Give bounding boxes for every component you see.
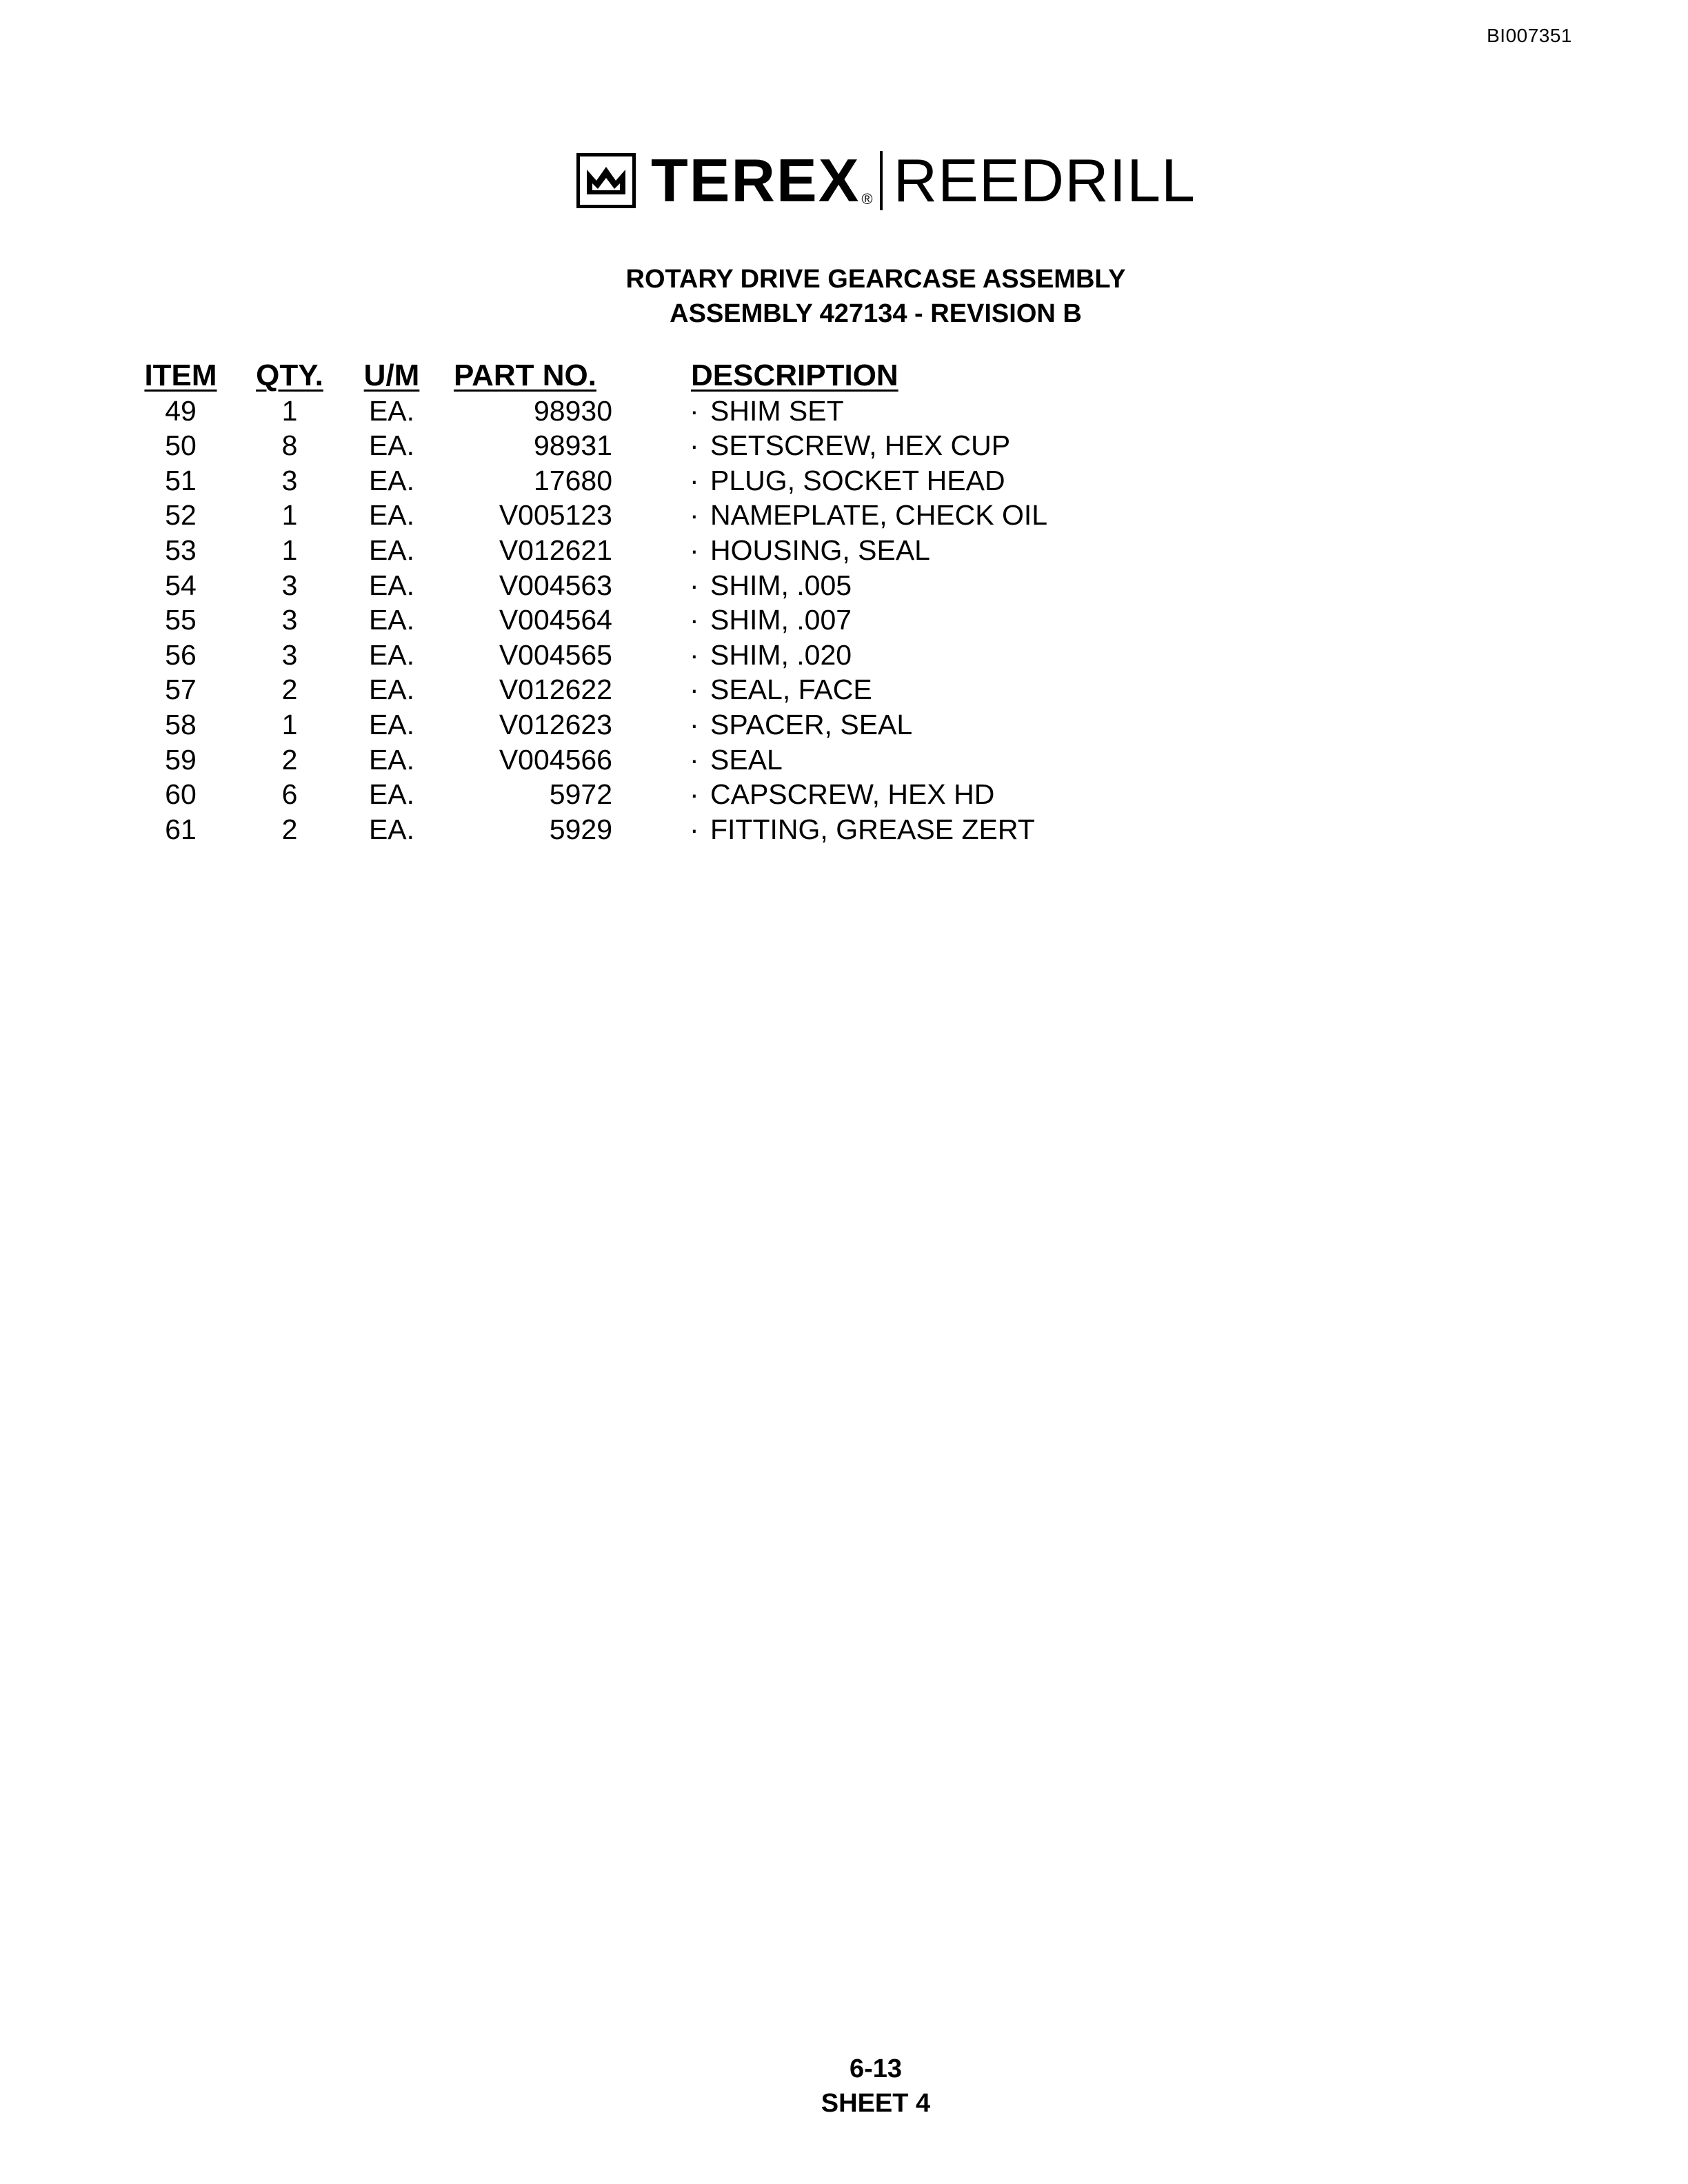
indent-dot-icon: · [690, 569, 699, 601]
description-cell [690, 812, 1035, 847]
qty-cell: 1 [281, 708, 298, 740]
part-no-cell: V004565 [499, 638, 612, 671]
qty-cell: 3 [281, 638, 298, 671]
document-subtitle: ASSEMBLY 427134 - REVISION B [670, 299, 1082, 328]
qty-cell: 3 [281, 604, 298, 636]
description-cell [690, 498, 1047, 532]
indent-dot-icon: · [690, 604, 699, 636]
item-cell: 54 [165, 569, 197, 601]
description-cell [690, 777, 994, 811]
company-logo [576, 146, 1196, 215]
item-cell: 56 [165, 638, 197, 671]
qty-cell: 3 [281, 464, 298, 496]
item-cell: 59 [165, 743, 197, 776]
item-cell: 57 [165, 674, 197, 706]
description-text: SHIM, .005 [710, 569, 852, 601]
um-cell: EA. [368, 464, 415, 496]
item-cell: 52 [165, 499, 197, 532]
um-cell: EA. [368, 569, 415, 601]
indent-dot-icon: · [690, 708, 699, 740]
terex-crown-icon [576, 153, 636, 208]
item-cell: 53 [165, 534, 197, 566]
item-cell: 58 [165, 708, 197, 740]
um-cell: EA. [368, 708, 415, 740]
qty-cell: 3 [281, 569, 298, 601]
part-no-cell: V005123 [499, 499, 612, 532]
um-cell: EA. [368, 813, 415, 845]
indent-dot-icon: · [690, 394, 699, 427]
description-cell [690, 742, 783, 777]
description-cell [690, 568, 852, 603]
indent-dot-icon: · [690, 429, 699, 462]
part-no-cell: 5972 [549, 778, 612, 811]
um-cell: EA. [368, 604, 415, 636]
logo-registered-mark: ® [861, 190, 873, 208]
item-cell: 55 [165, 604, 197, 636]
indent-dot-icon: · [690, 638, 699, 671]
description-cell [690, 463, 1005, 498]
description-text: SEAL, FACE [710, 674, 872, 706]
description-cell [690, 707, 912, 742]
description-text: SHIM, .020 [710, 638, 852, 671]
part-no-cell: V004564 [499, 604, 612, 636]
description-cell [690, 428, 1010, 463]
header-description: DESCRIPTION [691, 358, 898, 392]
item-cell: 60 [165, 778, 197, 811]
document-id: BI007351 [1487, 25, 1572, 46]
qty-cell: 1 [281, 534, 298, 566]
part-no-cell: V012623 [499, 708, 612, 740]
um-cell: EA. [368, 429, 415, 462]
description-text: SHIM SET [710, 394, 844, 427]
indent-dot-icon: · [690, 813, 699, 845]
logo-product: REEDRILL [893, 146, 1196, 214]
description-cell [690, 533, 930, 567]
part-no-cell: V012622 [499, 674, 612, 706]
page-number: 6-13 [849, 2054, 903, 2083]
um-cell: EA. [368, 534, 415, 566]
header-item: ITEM [144, 358, 217, 392]
um-cell: EA. [368, 499, 415, 532]
um-cell: EA. [368, 674, 415, 706]
indent-dot-icon: · [690, 499, 699, 532]
qty-cell: 2 [281, 743, 298, 776]
qty-cell: 1 [281, 499, 298, 532]
description-text: SETSCREW, HEX CUP [710, 429, 1011, 462]
um-cell: EA. [368, 778, 415, 811]
part-no-cell: 98931 [533, 429, 612, 462]
indent-dot-icon: · [690, 464, 699, 496]
description-text: CAPSCREW, HEX HD [710, 778, 995, 811]
description-text: SPACER, SEAL [710, 708, 913, 740]
description-text: FITTING, GREASE ZERT [710, 813, 1035, 845]
um-cell: EA. [368, 638, 415, 671]
document-titles [0, 262, 1688, 331]
header-qty: QTY. [256, 358, 323, 392]
part-no-cell: 98930 [533, 394, 612, 427]
part-no-cell: 5929 [549, 813, 612, 845]
um-cell: EA. [368, 394, 415, 427]
description-text: SHIM, .007 [710, 604, 852, 636]
item-cell: 50 [165, 429, 197, 462]
item-cell: 61 [165, 813, 197, 845]
description-cell [690, 638, 852, 672]
item-cell: 51 [165, 464, 197, 496]
part-no-cell: V004566 [499, 743, 612, 776]
header-part-no: PART NO. [454, 358, 596, 392]
part-no-cell: V004563 [499, 569, 612, 601]
qty-cell: 2 [281, 813, 298, 845]
logo-brand: TEREX [651, 146, 861, 214]
description-cell [690, 672, 872, 707]
indent-dot-icon: · [690, 778, 699, 811]
qty-cell: 8 [281, 429, 298, 462]
qty-cell: 1 [281, 394, 298, 427]
indent-dot-icon: · [690, 674, 699, 706]
header-um: U/M [363, 358, 420, 392]
part-no-cell: 17680 [533, 464, 612, 496]
sheet-number: SHEET 4 [821, 2089, 931, 2118]
description-cell [690, 603, 852, 637]
item-cell: 49 [165, 394, 197, 427]
part-no-cell: V012621 [499, 534, 612, 566]
logo-divider [880, 151, 883, 210]
description-text: SEAL [710, 743, 783, 776]
description-text: PLUG, SOCKET HEAD [710, 464, 1005, 496]
um-cell: EA. [368, 743, 415, 776]
description-text: NAMEPLATE, CHECK OIL [710, 499, 1048, 532]
document-title: ROTARY DRIVE GEARCASE ASSEMBLY [625, 265, 1126, 294]
qty-cell: 2 [281, 674, 298, 706]
page-footer [0, 2052, 1688, 2121]
indent-dot-icon: · [690, 743, 699, 776]
description-text: HOUSING, SEAL [710, 534, 930, 566]
qty-cell: 6 [281, 778, 298, 811]
description-cell [690, 394, 844, 428]
indent-dot-icon: · [690, 534, 699, 566]
